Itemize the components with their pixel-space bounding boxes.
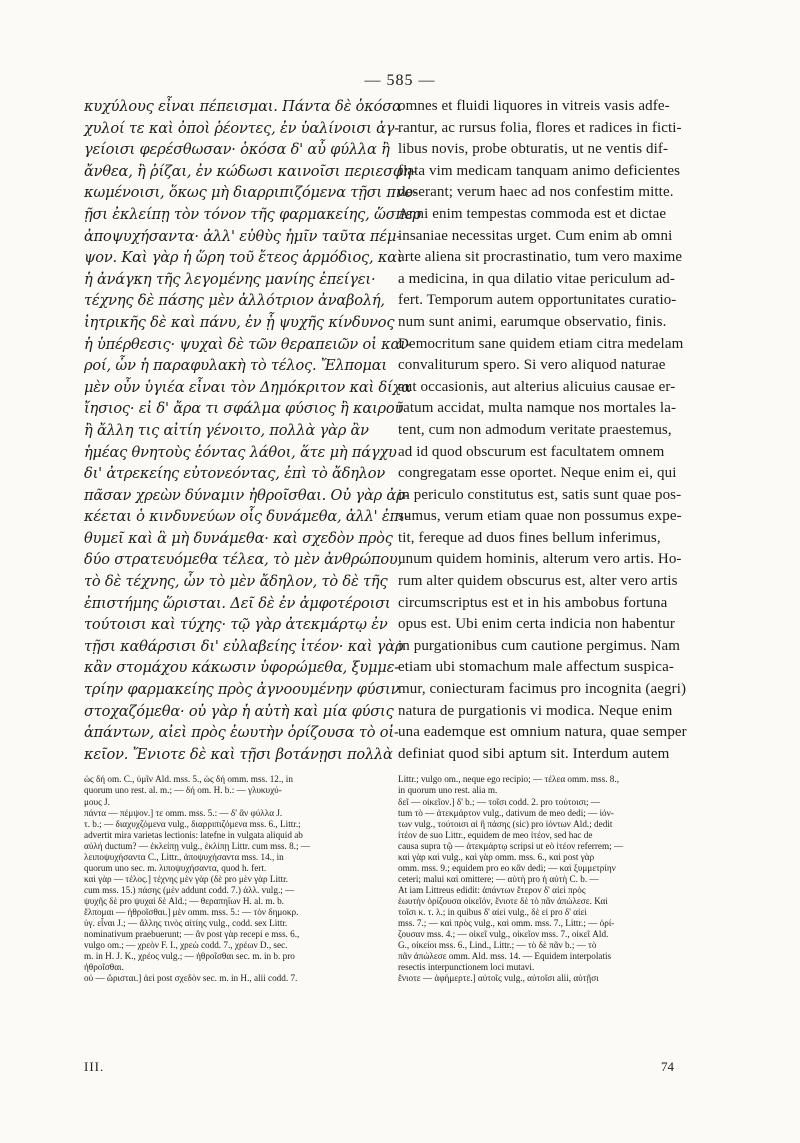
- footnote-line: καὶ γὰρ — τέλος.] τέχνης μὲν γὰρ (δὲ pro μὲν γὰρ Littr.: [84, 873, 288, 884]
- latin-text-line: omnes et fluidi liquores in vitreis vasis adfe-: [398, 98, 670, 114]
- footnote-line: ψυχῆς δὲ pro ψυχαὶ δὲ Ald.; — θεραπηΐων H. al. m. b.: [84, 895, 284, 906]
- footnote-line: δεῖ — οἰκεῖον.] δ' b.; — τοῖσι codd. 2. pro τούτοισι; —: [398, 796, 601, 807]
- greek-text-line: ἢ ἄλλη τις αἰτίη γένοιτο, πολλὰ γὰρ ἂν: [84, 421, 369, 439]
- greek-text-line: ἡμέας θνητοὺς ἐόντας λάθοι, ἅτε μὴ πάγχυ: [84, 443, 397, 461]
- greek-text-line: κἂν στομάχου κάκωσιν ὑφορώμεθα, ξυμμε-: [84, 659, 399, 677]
- latin-text-line: flata vim medicam tanquam animo deficientes: [398, 162, 681, 179]
- latin-text-line: a medicina, in qua dilatio vitae periculum ad-: [398, 270, 676, 287]
- footnote-line: ὡς δή om. C., ὑμῖν Ald. mss. 5., ὡς δή omm. mss. 12., in: [84, 774, 293, 785]
- greek-text-line: κέεται ὁ κινδυνεύων οἷς δυνάμεθα, ἀλλ' ἐπι-: [84, 508, 410, 526]
- greek-text-line: στοχαζόμεθα· οὐ γὰρ ἡ αὐτὴ καὶ μία φύσις: [84, 702, 394, 720]
- latin-footnotes: [398, 774, 738, 984]
- footnote-line: Littr.; vulgo om., neque ego recipio; — τέλεα omm. mss. 8.,: [398, 774, 619, 785]
- footnote-line: ζουσαν mss. 4.; — οἰκεῖ vulg., οἰκεῖον mss. 7., οἰκεῖ Ald.: [398, 929, 609, 940]
- greek-text-line: ψον. Καὶ γὰρ ἡ ὥρη τοῦ ἔτεος ἁρμόδιος, καὶ: [84, 249, 403, 267]
- greek-text-line: ἐπιστήμης ὥρισται. Δεῖ δὲ ἐν ἀμφοτέροισι: [84, 594, 391, 612]
- latin-text-line: rum alter quidem obscurus est, alter vero artis: [398, 573, 678, 590]
- greek-text-line: τέχνης δὲ πάσης μὲν ἀλλότριον ἀναβολή,: [84, 292, 385, 310]
- greek-text-line: ἄνθεα, ἢ ῥίζαι, ἐν κώδωσι καινοῖσι περιεσφη-: [84, 162, 417, 180]
- latin-text-line: num sunt animi, earumque observatio, finis.: [398, 313, 667, 330]
- footnote-line: ἔνιοτε — ἀφήμερτε.] αὐτοῖς vulg., αὐτοῖσι alii, αὐτῇσι: [398, 973, 599, 984]
- greek-text-line: ἀποψυχήσαντα· ἀλλ' εὐθὺς ἡμῖν ταῦτα πέμ-: [84, 227, 401, 245]
- footnote-line: πάντα — πέμψον.] τε omm. mss. 5.: — δ' ἂν φύλλα J.: [84, 807, 283, 818]
- latin-text-line: fert. Temporum autem opportunitates curatio-: [398, 292, 677, 309]
- greek-text-line: χυλοί τε καὶ ὀποὶ ῥέοντες, ἐν ὑαλίνοισι ἀγ-: [84, 119, 400, 137]
- footnote-line: nominativum praebuerunt; — ἂν post γὰρ recepi e mss. 6.,: [84, 929, 300, 940]
- footnote-line: οὐ — ὥρισται.] ἀεὶ post σχεδὸν sec. m. in H., alii codd. 7.: [84, 973, 298, 984]
- latin-text-line: in purgationibus cum cautione pergimus. Nam: [398, 637, 681, 654]
- latin-text-line: rantur, ac rursus folia, flores et radices in ficti-: [398, 119, 682, 136]
- footnote-line: ὑγ. εἶναι J.; — ἄλλης τινὸς αἰτίης vulg., codd. sex Littr.: [84, 918, 288, 929]
- footnote-line: ἔλπομαι — ἠθροῖσθαι.] μὲν omm. mss. 5.: — τὸν δημοκρ.: [84, 906, 299, 917]
- footnote-line: advertit mira varietas lectionis: latefne in vulgata aliquid ab: [84, 829, 303, 840]
- footnote-line: ἠθροῖσθαι.: [84, 962, 124, 973]
- footnote-line: tum τὸ — ἀτεκμάρτον vulg., dativum de meo dedi; — ἰόν-: [398, 807, 614, 818]
- latin-text-line: libus novis, probe obturatis, ut ne ventis dif-: [398, 141, 669, 158]
- footnote-line: m. in H. J. K., χρέος vulg.; — ἠθροῖσθαι sec. m. in b. pro: [84, 951, 295, 962]
- latin-text-line: Anni enim tempestas commoda est et dictae: [398, 205, 667, 222]
- signature-mark: III.: [84, 1059, 105, 1074]
- latin-text-line: arte aliena sit procrastinatio, tum vero maxime: [398, 249, 683, 266]
- latin-column: [398, 96, 738, 984]
- greek-text-line: γείοισι φερέσθωσαν· ὁκόσα δ' αὖ φύλλα ἢ: [84, 141, 390, 159]
- footnote-line: τοῖσι κ. τ. λ.; in quibus δ' αἰεὶ vulg., δὲ εἰ pro δ' αἰεὶ: [398, 906, 587, 917]
- greek-text: [84, 96, 421, 765]
- greek-text-line: κυχύλους εἶναι πέπεισμαι. Πάντα δὲ ὁκόσα: [84, 98, 402, 115]
- footnote-line: omm. mss. 9.; equidem pro eo κἂν dedi; — καὶ ξυμμετρίην: [398, 862, 616, 873]
- latin-text-line: unum quidem hominis, alterum vero artis. Ho-: [398, 551, 682, 568]
- greek-text-line: ἡ ἀνάγκη τῆς λεγομένης μανίης ἐπείγει·: [84, 270, 376, 288]
- footnote-line: G., οἰκείοι mss. 6., Lind., Littr.; — τὸ δὲ πᾶν b.; — τὸ: [398, 940, 597, 951]
- footnote-line: quorum uno rest. al. m.; — δή om. H. b.: — γλυκυχύ-: [84, 785, 282, 796]
- latin-text-line: sumus, verum etiam quae non possumus expe-: [398, 508, 682, 525]
- footnote-line: cum mss. 15.) πάσης (μὲν addunt codd. 7.) ἀλλ. vulg.; —: [84, 884, 295, 895]
- footnote-line: in quorum uno rest. alia m.: [398, 785, 498, 796]
- greek-footnotes: [84, 774, 386, 984]
- latin-text-line: insaniae necessitas urget. Cum enim ab omni: [398, 227, 673, 244]
- footnote-line: λειποψυχήσαντα C., Littr., ἀποψυχήσαντα mss. 14., in: [84, 851, 284, 862]
- greek-text-line: πᾶσαν χρεὼν δύναμιν ἠθροῖσθαι. Οὐ γὰρ ἀρ-: [84, 486, 410, 504]
- greek-text-line: δι' ἀτρεκείης εὐτονεόντας, ἐπὶ τὸ ἄδηλον: [84, 465, 386, 483]
- latin-text-line: congregatam esse oportet. Neque enim ei, qui: [398, 465, 677, 482]
- footnote-line: τ. b.; — διαχυχζόμενα vulg., διαρριπιζόμενα mss. 6., Littr.;: [84, 818, 301, 829]
- latin-text-line: tent, cum non admodum veritate praestemus,: [398, 421, 672, 438]
- greek-text-line: ροί, ὧν ἡ παραφυλακὴ τὸ τέλος. Ἔλπομαι: [84, 357, 387, 375]
- latin-text-line: tit, fereque ad duos fines bellum inferimus,: [398, 529, 661, 546]
- sheet-number: 74: [661, 1059, 674, 1074]
- latin-text-line: circumscriptus est et in his ambobus fortuna: [398, 594, 668, 611]
- footnote-line: ἑωυτὴν ὁρίζουσα οἰκεῖόν, ἔνιοτε δὲ τὸ πᾶν ἀπώλεσε. Καὶ: [398, 895, 608, 906]
- latin-text-line: Democritum sane quidem etiam citra medelam: [398, 335, 684, 352]
- greek-text-line: δύο στρατευόμεθα τέλεα, τὸ μὲν ἀνθρώπου,: [84, 551, 403, 569]
- latin-text-line: deserant; verum haec ad nos confestim mitte.: [398, 184, 674, 201]
- greek-text-line: τούτοισι καὶ τύχης· τῷ γὰρ ἀτεκμάρτῳ ἐν: [84, 616, 388, 634]
- footnote-line: μους J.: [84, 796, 110, 807]
- greek-text-line: ἡ ὑπέρθεσις· ψυχαὶ δὲ τῶν θεραπειῶν οἱ και-: [84, 335, 411, 353]
- latin-text-line: etiam ubi stomachum male affectum suspica-: [398, 659, 674, 676]
- greek-text-line: ῇσι ἐκλείπῃ τὸν τόνον τῆς φαρμακείης, ὥσπερ: [84, 205, 421, 223]
- greek-text-line: τρίην φαρμακείης πρὸς ἀγνοουμένην φύσιν: [84, 681, 400, 699]
- footnote-line: resectis interpunctionem loci mutavi.: [398, 962, 535, 973]
- footnote-line: των vulg., τούτοισι αἱ ἣ πάσης (sic) pro ἰόντων Ald.; dedit: [398, 818, 613, 829]
- greek-text-line: ἴησιος· εἰ δ' ἄρα τι σφάλμα φύσιος ἢ καιροῦ: [84, 400, 404, 418]
- greek-text-line: κεῖον. Ἔνιοτε δὲ καὶ τῇσι βοτάνῃσι πολλὰ: [84, 745, 393, 763]
- footnote-line: ἰτέον de suo Littr., equidem de meo ἰτέον, sed hac de: [398, 829, 593, 840]
- greek-text-line: θυμεῖ καὶ ἃ μὴ δυνάμεθα· καὶ σχεδὸν πρὸς: [84, 529, 393, 547]
- footnote-line: ceteri; malui καὶ omittere; — αὐτὴ pro ἡ αὐτὴ C. b. —: [398, 873, 599, 884]
- latin-text-line: convaliturum spero. Si vero aliquod naturae: [398, 357, 666, 374]
- footnote-line: causa supra τῷ — ἀτεκμάρτῳ scripsi ut eò ἰτέον referrem; —: [398, 840, 624, 851]
- latin-text-line: mur, coniecturam facimus pro incognita (aegri): [398, 681, 687, 698]
- latin-text-line: ad id quod obscurum est facultatem omnem: [398, 443, 665, 460]
- greek-text-line: ἁπάντων, αἰεὶ πρὸς ἑωυτὴν ὁρίζουσα τὸ οἰ-: [84, 724, 399, 742]
- latin-text-line: opus est. Ubi enim certa indicia non habentur: [398, 616, 675, 633]
- footnote-line: πᾶν ἀπώλεσε omm. Ald. mss. 14. — Equidem interpolatis: [398, 951, 612, 962]
- latin-text-line: ratum accidat, multa namque nos mortales la-: [398, 400, 677, 417]
- greek-text-line: τῇσι καθάρσισι δι' εὐλαβείης ἰτέον· καὶ γὰρ: [84, 637, 404, 655]
- footnote-line: mss. 7.; — καὶ πρὸς vulg., καὶ omm. mss. 7., Littr.; — ὁρί-: [398, 918, 615, 929]
- footnote-line: quorum uno sec. m. λιποψυχήσαντα, quod h. fert.: [84, 862, 267, 873]
- latin-text-line: in periculo constitutus est, satis sunt quae pos-: [398, 486, 682, 503]
- greek-column: [84, 96, 421, 984]
- page-number: — 585 —: [364, 72, 436, 89]
- latin-text: [398, 96, 738, 765]
- greek-text-line: τὸ δὲ τέχνης, ὧν τὸ μὲν ἄδηλον, τὸ δὲ τῆς: [84, 573, 388, 591]
- latin-text-line: natura de purgationis vi modica. Neque enim: [398, 702, 673, 719]
- greek-text-line: ἰητρικῆς δὲ καὶ πάνυ, ἐν ᾗ ψυχῆς κίνδυνος: [84, 313, 395, 331]
- latin-text-line: definiat quod sibi aptum sit. Interdum autem: [398, 745, 670, 762]
- footnote-line: vulgo om.; — χρεὸν F. I., χρεὼ codd. 7., χρέων D., sec.: [84, 940, 288, 951]
- greek-text-line: μὲν οὖν ὑγιέα εἶναι τὸν Δημόκριτον καὶ δίχα: [84, 378, 411, 396]
- footnote-line: αὐλή ductum? — ἐκλείπῃ vulg., ἐκλίπῃ Littr. cum mss. 8.; —: [84, 840, 310, 851]
- footnote-line: καὶ γὰρ καὶ vulg., καὶ γὰρ omm. mss. 6., καὶ post γὰρ: [398, 851, 595, 862]
- latin-text-line: aut occasionis, aut alterius alicuius causae er-: [398, 378, 676, 395]
- footnote-line: At iam Littreus edidit: ἁπάντων ἕτερον δ' αἰεὶ πρὸς: [398, 884, 586, 895]
- greek-text-line: κωμένοισι, ὅκως μὴ διαρριπιζόμενα τῇσι πνο-: [84, 184, 418, 202]
- latin-text-line: una eademque est omnium natura, quae semper: [398, 724, 687, 741]
